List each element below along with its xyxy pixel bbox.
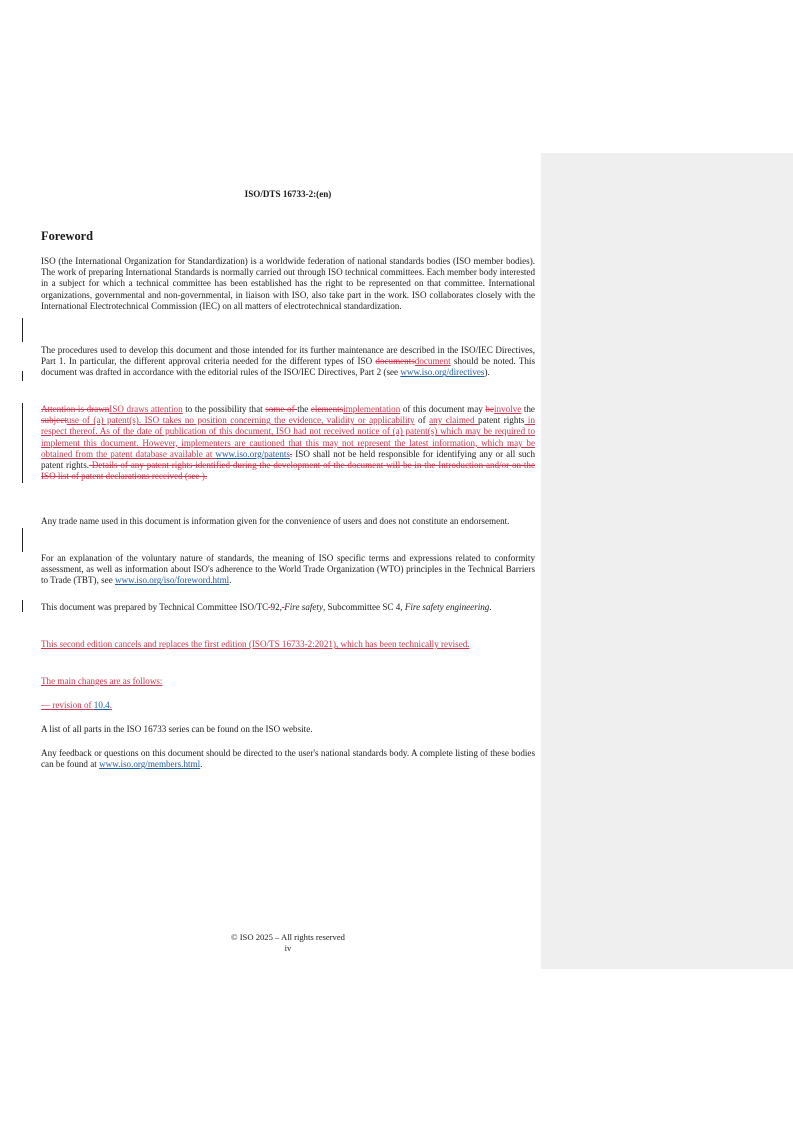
link-members[interactable]: www.iso.org/members.html [99, 759, 201, 770]
change-bar [22, 318, 23, 342]
foreword-heading: Foreword [41, 229, 94, 243]
comment-pane [541, 153, 793, 969]
paragraph-iso-intro: ISO (the International Organization for Standardization) is a worldwide federation of national standards bodies (ISO member bodies). The work of preparing International Standards is normally carried out through ISO technical committees. Each member body interested in a subject for which a technical committee has been established has the right to be represented on that committee. International organizations, governmental and non-governmental, in liaison with ISO, also take part in the work. ISO collaborates closely with the International Electrotechnical Commission (IEC) on all matters of electrotechnical standardization. [41, 256, 535, 311]
change-bar [22, 371, 23, 381]
link-directives[interactable]: www.iso.org/directives [400, 367, 485, 378]
footer-copyright: © ISO 2025 – All rights reserved [231, 932, 345, 942]
change-bar [22, 600, 23, 612]
link-clause-10-4[interactable]: 10.4 [93, 700, 110, 710]
paragraph-patents: Attention is drawnISO draws attention to the possibility that some of the elementsimplementation of this document may beinvolve the subjectuse of (a) patent(s). ISO takes no position concerning the evidence, validity or applicability of any claimed patent rights in respect thereof. As of the date of publication of this document, ISO had not received notice of (a) patent(s) which may be required to implement this document. However, implementers are cautioned that this may not represent the latest information, which may be obtained from the patent database available at www.iso.org/patents. ISO shall not be held responsible for identifying any or all such patent rights. Details of any patent rights identified during the development of the document will be in the Introduction and/or on the ISO list of patent declarations received (see ). [41, 404, 535, 482]
paragraph-voluntary-nature: For an explanation of the voluntary nature of standards, the meaning of ISO specific terms and expressions related to conformity assessment, as well as information about ISO's adherence to the World Trade Organization (WTO) principles in the Technical Barriers to Trade (TBT), see www.iso.org/iso/foreword.html. [41, 553, 535, 586]
paragraph-main-changes: The main changes are as follows: [41, 676, 163, 686]
link-patents[interactable]: www.iso.org/patents [215, 448, 290, 459]
document-header: ISO/DTS 16733-2:(en) [244, 189, 332, 199]
paragraph-feedback: Any feedback or questions on this document should be directed to the user's national standards body. A complete listing of these bodies can be found at www.iso.org/members.html. [41, 748, 535, 770]
deleted-text: documents [375, 356, 415, 367]
footer-page-number: iv [284, 943, 292, 953]
paragraph-trade-name: Any trade name used in this document is information given for the convenience of users and does not constitute an endorsement. [41, 516, 510, 526]
change-bar [22, 403, 23, 483]
link-foreword[interactable]: www.iso.org/iso/foreword.html [115, 575, 230, 586]
paragraph-parts-list: A list of all parts in the ISO 16733 series can be found on the ISO website. [41, 724, 313, 734]
paragraph-committee: This document was prepared by Technical Committee ISO/TC 92, Fire safety, Subcommittee SC 4, Fire safety engineering. [41, 602, 492, 612]
paragraph-procedures: The procedures used to develop this document and those intended for its further maintenance are described in the ISO/IEC Directives, Part 1. In particular, the different approval criteria needed for the different types of ISO documentsdocument should be noted. This document was drafted in accordance with the editorial rules of the ISO/IEC Directives, Part 2 (see www.iso.org/directives). [41, 345, 535, 378]
inserted-text: document [414, 356, 451, 367]
list-item-revision: — revision of 10.4. [41, 700, 112, 710]
change-bar [22, 528, 23, 552]
paragraph-second-edition: This second edition cancels and replaces the first edition (ISO/TS 16733-2:2021), which has been technically revised. [41, 639, 470, 649]
